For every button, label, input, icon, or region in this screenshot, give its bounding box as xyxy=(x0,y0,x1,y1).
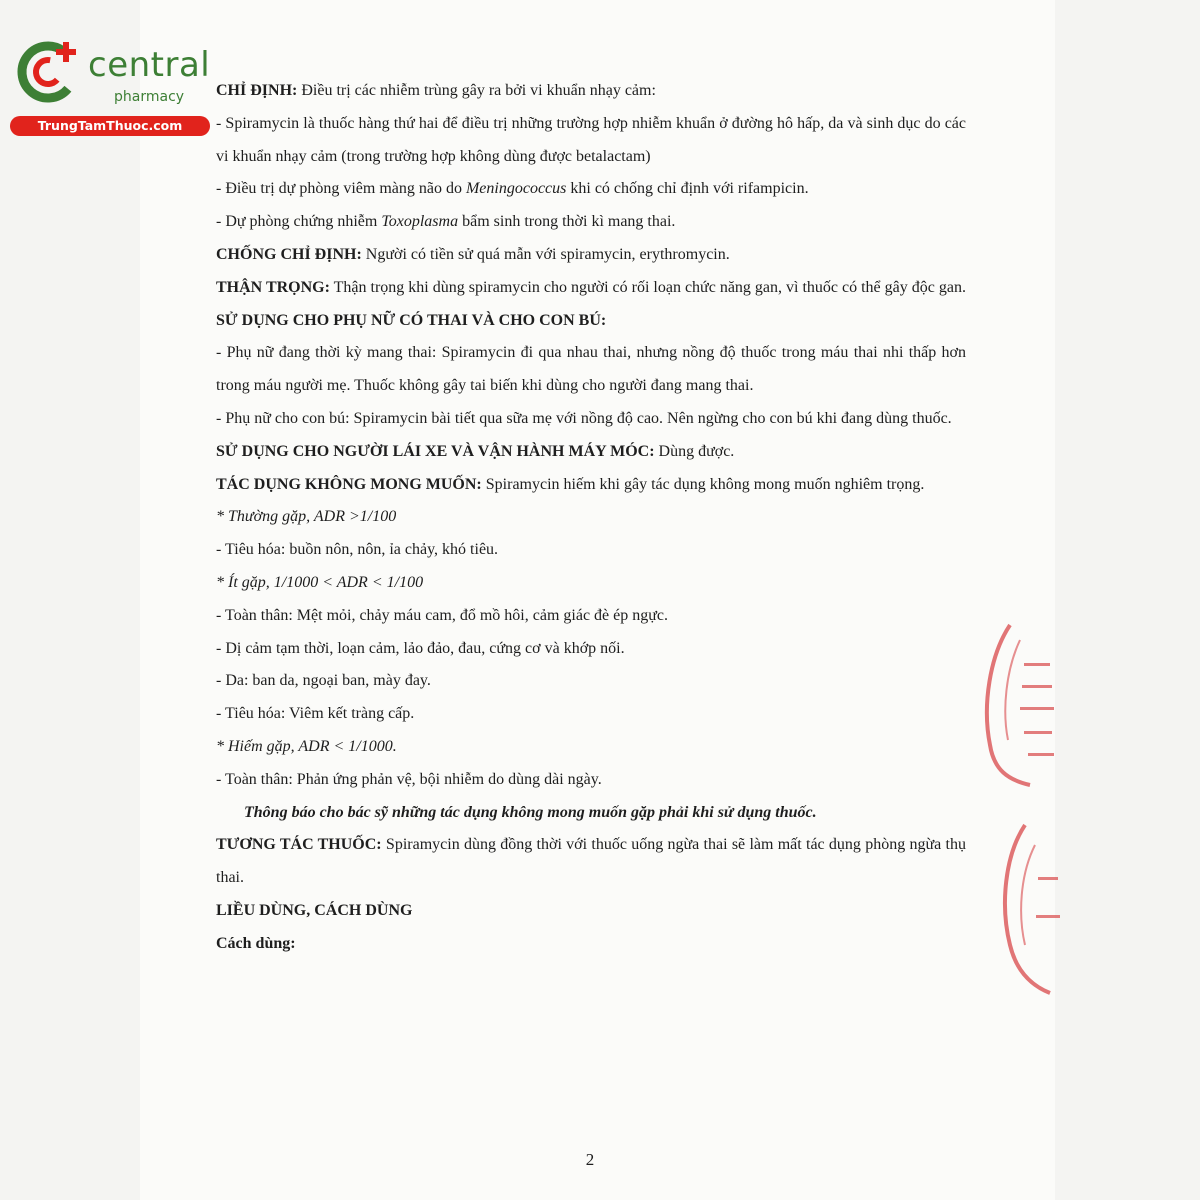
chong-chi-dinh-line xyxy=(216,239,966,272)
section-heading: TÁC DỤNG KHÔNG MONG MUỐN: xyxy=(216,475,482,493)
list-item-text: bẩm sinh trong thời kì mang thai. xyxy=(458,213,676,231)
frequency-label: * Thường gặp, ADR >1/100 xyxy=(216,508,397,526)
section-text: Thận trọng khi dùng spiramycin cho người có rối loạn chức năng gan, vì thuốc có thể gây độc gan. xyxy=(329,278,966,296)
section-heading: CHỈ ĐỊNH: xyxy=(216,82,298,99)
list-item: - Toàn thân: Mệt mỏi, chảy máu cam, đổ mồ hôi, cảm giác đè ép ngực. xyxy=(216,606,669,624)
section-heading: LIỀU DÙNG, CÁCH DÙNG xyxy=(216,901,413,919)
lai-xe-line xyxy=(216,436,966,469)
page-number: 2 xyxy=(585,1150,595,1169)
section-text: Người có tiền sử quá mẫn với spiramycin, erythromycin. xyxy=(361,245,730,263)
tac-dung-line xyxy=(216,469,966,502)
section-text: Điều trị các nhiễm trùng gây ra bởi vi khuẩn nhạy cảm: xyxy=(297,82,656,99)
list-item xyxy=(216,173,966,206)
frequency-label: * Ít gặp, 1/1000 < ADR < 1/100 xyxy=(216,573,424,591)
tuong-tac-line xyxy=(216,829,966,895)
section-heading: THẬN TRỌNG: xyxy=(216,278,330,296)
section-text: Spiramycin hiếm khi gây tác dụng không mong muốn nghiêm trọng. xyxy=(481,475,925,493)
logo-brand-name: central xyxy=(88,45,211,85)
list-item: - Phụ nữ cho con bú: Spiramycin bài tiết qua sữa mẹ với nồng độ cao. Nên ngừng cho con bú khi đang dùng thuốc. xyxy=(216,409,952,427)
list-item-text: - Điều trị dự phòng viêm màng não do xyxy=(216,180,466,198)
subsection-heading: Cách dùng: xyxy=(216,934,296,952)
frequency-label: * Hiếm gặp, ADR < 1/1000. xyxy=(216,737,397,755)
list-item xyxy=(216,206,966,239)
section-text: Dùng được. xyxy=(654,442,735,460)
red-seal-stamp-icon xyxy=(980,615,1070,1005)
list-item-text: khi có chống chỉ định với rifampicin. xyxy=(566,180,809,198)
list-item: - Spiramycin là thuốc hàng thứ hai để điều trị những trường hợp nhiễm khuẩn ở đường hô hấp, da và sinh dục do các vi khuẩn nhạy cảm (trong trường hợp không dùng được betalactam) xyxy=(216,114,966,165)
list-item: - Da: ban da, ngoại ban, mày đay. xyxy=(216,672,431,690)
section-heading: TƯƠNG TÁC THUỐC: xyxy=(216,836,382,854)
document-body xyxy=(216,75,966,961)
section-text: Spiramycin dùng đồng thời với thuốc uống ngừa thai sẽ làm mất tác dụng phòng ngừa thụ thai. xyxy=(216,836,967,887)
section-heading: SỬ DỤNG CHO NGƯỜI LÁI XE VÀ VẬN HÀNH MÁY MÓC: xyxy=(216,442,655,460)
list-item: - Phụ nữ đang thời kỳ mang thai: Spiramycin đi qua nhau thai, nhưng nồng độ thuốc trong máu thai nhi thấp hơn trong máu người mẹ. Thuốc không gây tai biến khi dùng cho người đang mang thai. xyxy=(216,344,966,395)
logo-url-badge[interactable]: TrungTamThuoc.com xyxy=(10,116,210,136)
doctor-notice: Thông báo cho bác sỹ những tác dụng không mong muốn gặp phải khi sử dụng thuốc. xyxy=(244,803,817,821)
italic-term: Meningococcus xyxy=(465,180,567,198)
than-trong-line xyxy=(216,272,966,305)
section-heading: CHỐNG CHỈ ĐỊNH: xyxy=(216,245,362,263)
list-item: - Toàn thân: Phản ứng phản vệ, bội nhiễm do dùng dài ngày. xyxy=(216,770,602,788)
list-item: - Tiêu hóa: buồn nôn, nôn, ỉa chảy, khó tiêu. xyxy=(216,541,499,559)
chi-dinh-line xyxy=(216,75,966,108)
section-heading: SỬ DỤNG CHO PHỤ NỮ CÓ THAI VÀ CHO CON BÚ: xyxy=(216,311,607,329)
logo-brand-sub: pharmacy xyxy=(114,89,185,105)
italic-term: Toxoplasma xyxy=(381,213,459,231)
list-item: - Tiêu hóa: Viêm kết tràng cấp. xyxy=(216,705,415,723)
list-item-text: - Dự phòng chứng nhiễm xyxy=(216,213,382,231)
list-item: - Dị cảm tạm thời, loạn cảm, lảo đảo, đau, cứng cơ và khớp nối. xyxy=(216,639,625,657)
